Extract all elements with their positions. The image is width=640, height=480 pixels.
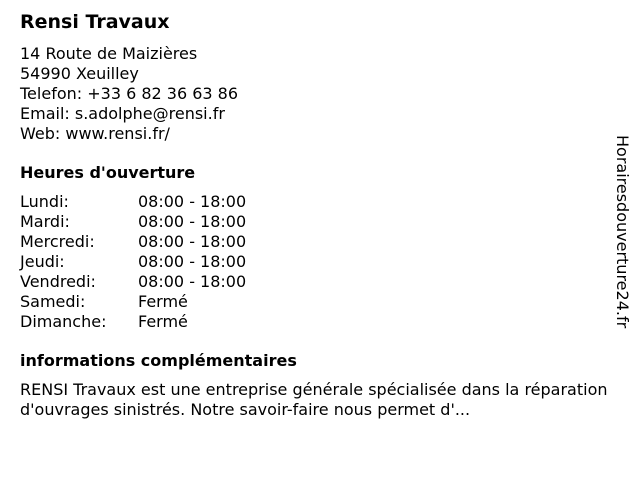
phone-line: Telefon: +33 6 82 36 63 86 [20, 84, 239, 103]
address-city: 54990 Xeuilley [20, 64, 139, 83]
day-label: Jeudi: [20, 252, 65, 271]
address-street: 14 Route de Maizières [20, 44, 198, 63]
day-hours: Fermé [138, 292, 188, 311]
business-card [20, 10, 620, 420]
hours-table [20, 192, 620, 332]
day-label: Dimanche: [20, 312, 107, 331]
day-hours: 08:00 - 18:00 [138, 232, 247, 251]
hours-row-tuesday [20, 212, 620, 232]
hours-row-wednesday [20, 232, 620, 252]
business-name: Rensi Travaux [20, 11, 170, 33]
web-line: Web: www.rensi.fr/ [20, 124, 170, 143]
hours-row-thursday [20, 252, 620, 272]
day-hours: 08:00 - 18:00 [138, 252, 247, 271]
hours-title: Heures d'ouverture [20, 163, 196, 182]
site-watermark: Horairesdouverture24.fr [613, 135, 632, 329]
day-hours: 08:00 - 18:00 [138, 272, 247, 291]
day-hours: 08:00 - 18:00 [138, 192, 247, 211]
day-label: Samedi: [20, 292, 86, 311]
hours-row-friday [20, 272, 620, 292]
hours-row-sunday [20, 312, 620, 332]
hours-row-saturday [20, 292, 620, 312]
day-hours: Fermé [138, 312, 188, 331]
hours-row-monday [20, 192, 620, 212]
info-title: informations complémentaires [20, 351, 297, 370]
day-label: Mercredi: [20, 232, 95, 251]
day-label: Lundi: [20, 192, 69, 211]
day-label: Vendredi: [20, 272, 96, 291]
day-hours: 08:00 - 18:00 [138, 212, 247, 231]
info-description: RENSI Travaux est une entreprise générale spécialisée dans la réparation d'ouvrages sinistrés. Notre savoir-faire nous permet d'... [20, 380, 608, 419]
email-line: Email: s.adolphe@rensi.fr [20, 104, 225, 123]
day-label: Mardi: [20, 212, 70, 231]
